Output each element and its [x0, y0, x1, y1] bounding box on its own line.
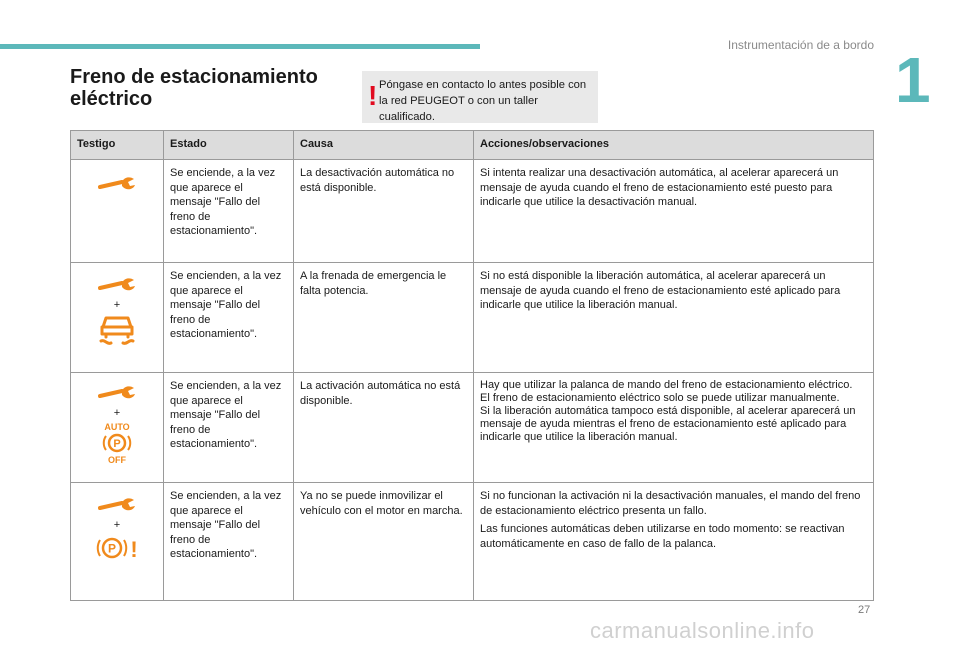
accion-text: Las funciones automáticas deben utilizarse en todo momento: se reactivan automáticamente en caso de fallo de la palanca. — [480, 523, 845, 550]
auto-label: AUTO — [104, 422, 130, 432]
notice-text: Póngase en contacto lo antes posible con la red PEUGEOT o con un taller cualificado. — [379, 79, 587, 123]
p-label: P — [113, 438, 121, 450]
table-header-row — [71, 131, 874, 160]
title-line-1: Freno de estacionamiento — [70, 66, 318, 88]
plus-sign: + — [113, 407, 121, 419]
wrench-icon — [97, 383, 137, 403]
testigo-cell — [71, 483, 164, 601]
causa-cell: Ya no se puede inmovilizar el vehículo con el motor en marcha. — [294, 483, 474, 601]
page-title — [70, 66, 318, 110]
table-row — [71, 483, 874, 601]
warning-exclamation-icon: ! — [368, 80, 378, 111]
header-acciones: Acciones/observaciones — [474, 131, 874, 160]
auto-park-off-icon — [97, 421, 137, 465]
notice-box — [362, 71, 598, 123]
acciones-cell — [474, 160, 874, 263]
accion-text: Si la liberación automática tampoco está disponible, al acelerar aparecerá un mensaje de ayuda mientras el freno de estacionamiento esté aplicado para indicarle que utilice la liberación manual. — [480, 405, 856, 443]
estado-cell: Se enciende, a la vez que aparece el mensaje "Fallo del freno de estacionamiento". — [164, 160, 294, 263]
off-label: OFF — [108, 455, 126, 465]
causa-cell: La activación automática no está disponible. — [294, 373, 474, 483]
header-estado: Estado — [164, 131, 294, 160]
wrench-icon — [97, 174, 137, 194]
table-row — [71, 160, 874, 263]
acciones-cell — [474, 373, 874, 483]
title-line-2: eléctrico — [70, 88, 153, 110]
acciones-cell — [474, 263, 874, 373]
accion-text: Si no funcionan la activación ni la desactivación manuales, el mando del freno de estacionamiento eléctrico presenta un fallo. — [480, 490, 861, 517]
accent-bar — [0, 44, 480, 49]
p-label: P — [107, 541, 117, 556]
header-causa: Causa — [294, 131, 474, 160]
chapter-number: 1 — [895, 44, 931, 116]
acciones-cell — [474, 483, 874, 601]
accion-text: Si no está disponible la liberación automática, al acelerar aparecerá un mensaje de ayuda cuando el freno de estacionamiento esté aplicado para indicarle que utilice la liberación manual. — [480, 270, 841, 311]
accion-text: Hay que utilizar la palanca de mando del freno de estacionamiento eléctrico. — [480, 379, 853, 391]
header-testigo: Testigo — [71, 131, 164, 160]
estado-cell: Se encienden, a la vez que aparece el mensaje "Fallo del freno de estacionamiento". — [164, 263, 294, 373]
warning-lamp-table — [70, 130, 874, 601]
plus-sign: + — [113, 299, 121, 311]
vehicle-skid-icon — [97, 313, 137, 347]
accion-text: El freno de estacionamiento eléctrico solo se puede utilizar manualmente. — [480, 392, 840, 404]
section-title: Instrumentación de a bordo — [727, 38, 874, 52]
page-number: 27 — [858, 604, 871, 616]
estado-cell: Se encienden, a la vez que aparece el mensaje "Fallo del freno de estacionamiento". — [164, 373, 294, 483]
testigo-cell — [71, 160, 164, 263]
park-brake-fault-icon — [94, 533, 140, 563]
table-row — [71, 263, 874, 373]
table-row — [71, 373, 874, 483]
wrench-icon — [97, 275, 137, 295]
testigo-cell — [71, 263, 164, 373]
causa-cell: A la frenada de emergencia le falta potencia. — [294, 263, 474, 373]
estado-cell: Se encienden, a la vez que aparece el mensaje "Fallo del freno de estacionamiento". — [164, 483, 294, 601]
watermark: carmanualsonline.info — [590, 618, 815, 643]
testigo-cell — [71, 373, 164, 483]
causa-cell: La desactivación automática no está disponible. — [294, 160, 474, 263]
exclamation-label: ! — [130, 537, 138, 562]
accion-text: Si intenta realizar una desactivación automática, al acelerar aparecerá un mensaje de ayuda cuando el freno de estacionamiento esté puesto para indicarle que utilice la desactivación manual. — [480, 167, 839, 208]
plus-sign: + — [113, 519, 121, 531]
wrench-icon — [97, 495, 137, 515]
